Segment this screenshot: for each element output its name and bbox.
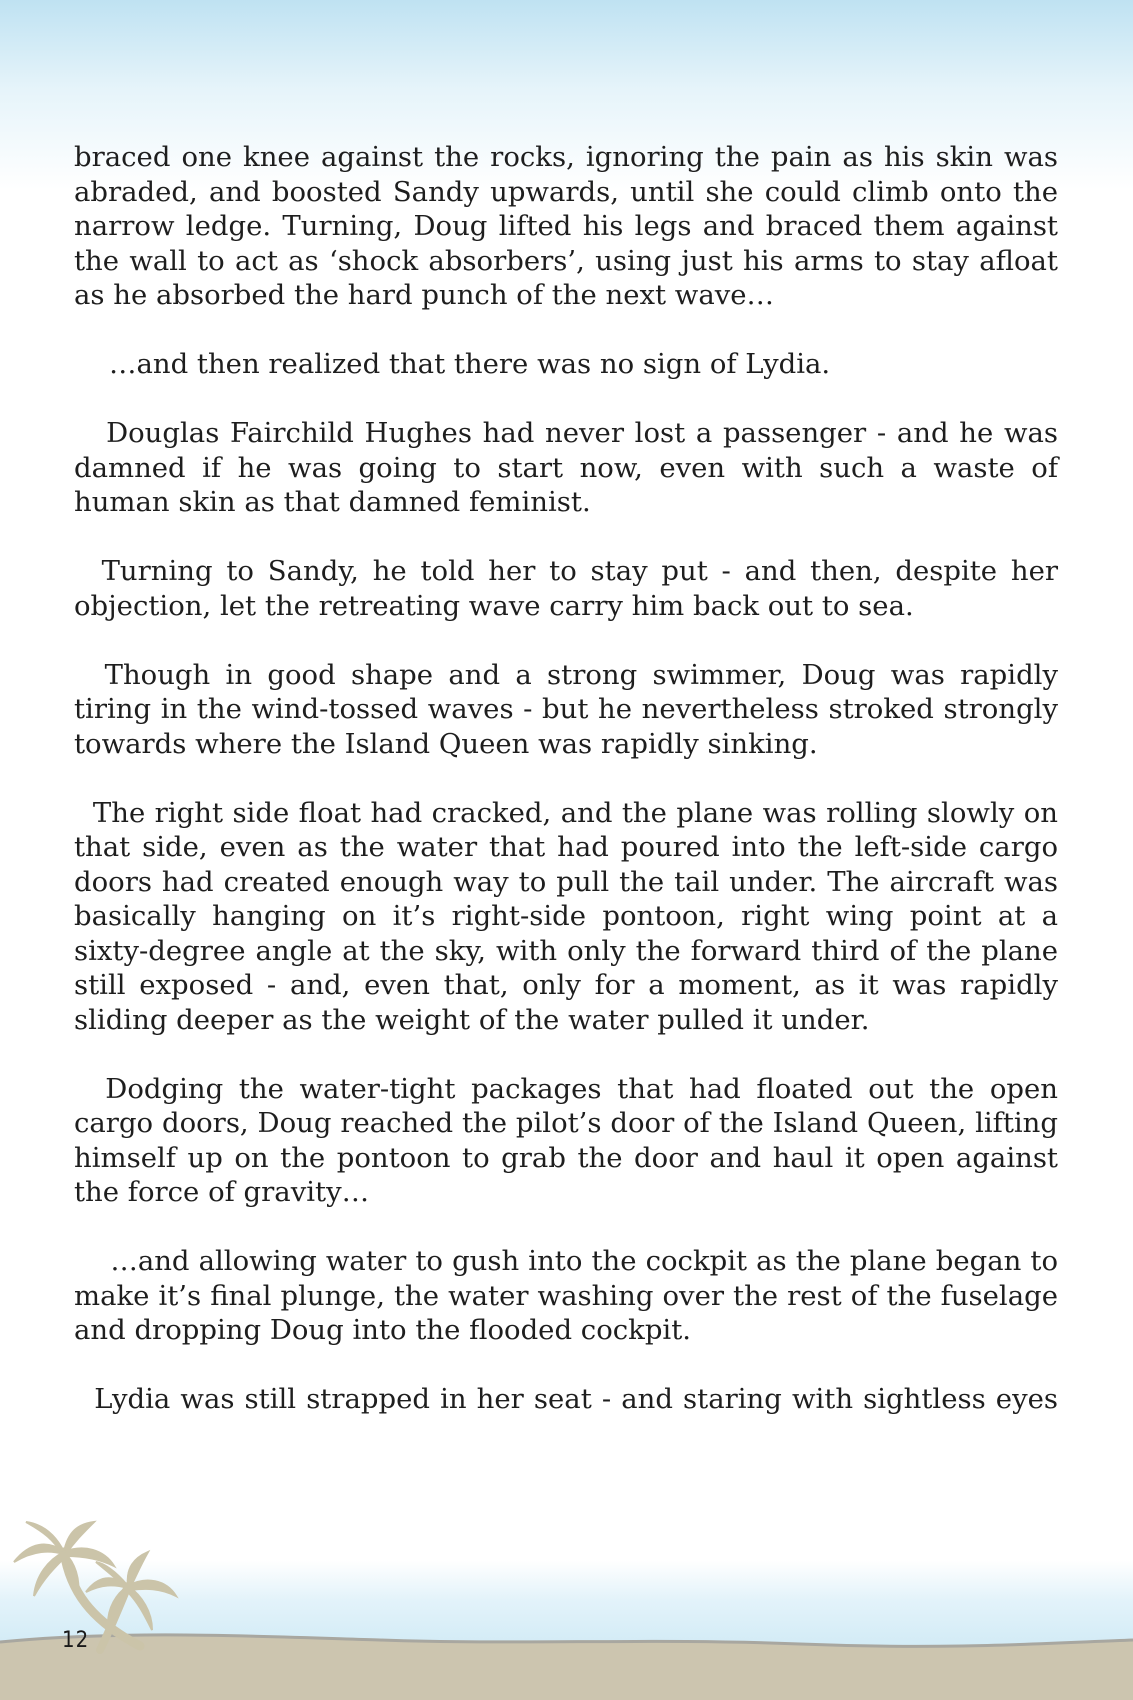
- page-number: 12: [62, 1628, 90, 1653]
- beach-decoration: [0, 1480, 1133, 1700]
- paragraph: Though in good shape and a strong swimmer, Doug was rapidly tiring in the wind-tossed waves - but he nevertheless stroked strongly towards where the Island Queen was rapidly sinking.: [74, 658, 1067, 760]
- paragraph: …and allowing water to gush into the cockpit as the plane began to make it’s final plunge, the water washing over the rest of the fuselage and dropping Doug into the flooded cockpit.: [74, 1245, 1067, 1346]
- page-body: [74, 140, 1067, 1417]
- paragraph: Douglas Fairchild Hughes had never lost a passenger - and he was damned if he was going to start now, even with such a waste of human skin as that damned feminist.: [74, 417, 1067, 518]
- paragraph: Turning to Sandy, he told her to stay put - and then, despite her objection, let the retreating wave carry him back out to sea.: [74, 555, 1067, 622]
- paragraph-continued: Lydia was still strapped in her seat - and staring with sightless eyes: [74, 1383, 1059, 1415]
- paragraph: braced one knee against the rocks, ignoring the pain as his skin was abraded, and boosted Sandy upwards, until she could climb onto the narrow ledge. Turning, Doug lifted his legs and braced them against the wall to act as ‘shock absorbers’, using just his arms to stay afloat as he absorbed the hard punch of the next wave…: [74, 141, 1058, 311]
- paragraph: …and then realized that there was no sign of Lydia.: [74, 348, 831, 380]
- palm-trees-icon: [14, 1522, 176, 1650]
- paragraph: The right side float had cracked, and the plane was rolling slowly on that side, even as the water that had poured into the left-side cargo doors had created enough way to pull the tail under. The aircraft was basically hanging on it’s right-side pontoon, right wing point at a sixty-degree angle at the sky, with only the forward third of the plane still exposed - and, even that, only for a moment, as it was rapidly sliding deeper as the weight of the water pulled it under.: [74, 796, 1067, 1036]
- paragraph: Dodging the water-tight packages that had floated out the open cargo doors, Doug reached the pilot’s door of the Island Queen, lifting himself up on the pontoon to grab the door and haul it open against the force of gravity…: [74, 1072, 1067, 1208]
